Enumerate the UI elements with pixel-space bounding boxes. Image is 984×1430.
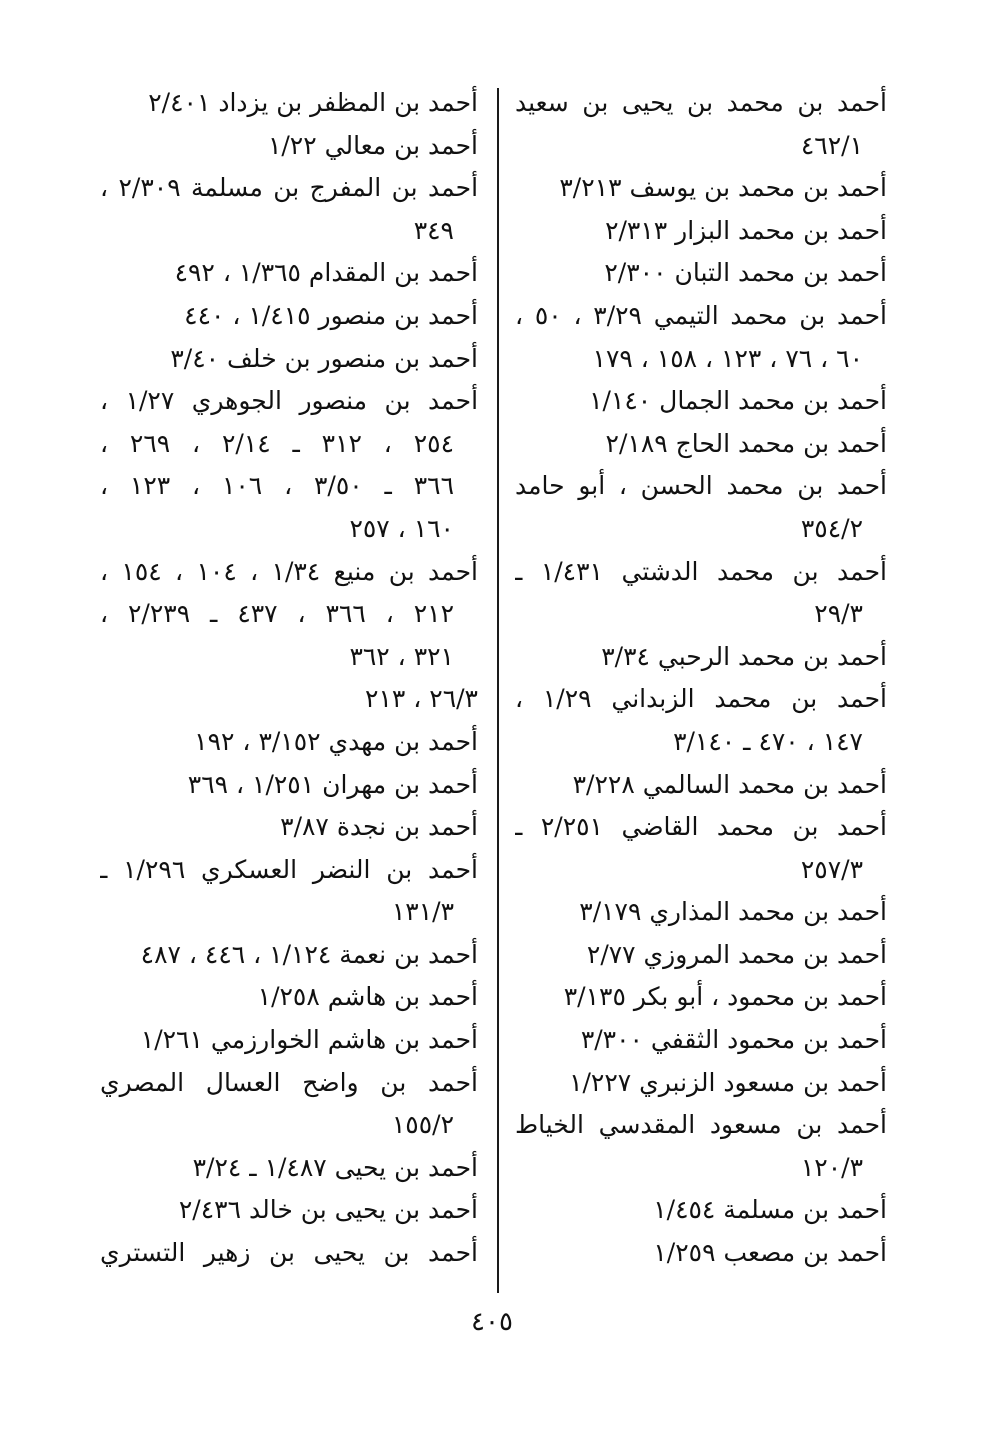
index-entry: أحمد بن يحيى بن زهير التستري	[100, 1238, 478, 1268]
index-entry: أحمد بن المظفر بن يزداد ٢/٤٠١	[148, 88, 478, 117]
index-entry: أحمد بن منصور الجوهري ١/٢٧ ،	[100, 386, 478, 416]
index-entry: أحمد بن محمد الحاج ٢/١٨٩	[605, 428, 887, 458]
index-entry: ٢٦/٣ ، ٢١٣	[365, 684, 478, 714]
index-entry: أحمد بن محمد الرحبي ٣/٣٤	[601, 641, 887, 671]
index-entry: أحمد بن نجدة ٣/٨٧	[280, 812, 478, 842]
index-entry-continuation: ٣٤٩	[413, 215, 454, 245]
index-entry: أحمد بن محمد السالمي ٣/٢٢٨	[572, 769, 887, 799]
page-number: ٤٠٥	[471, 1307, 513, 1337]
index-entry: أحمد بن يحيى بن خالد ٢/٤٣٦	[178, 1195, 478, 1225]
index-entry: أحمد بن محمد بن يوسف ٣/٢١٣	[559, 173, 887, 203]
index-entry: أحمد بن منصور بن خلف ٣/٤٠	[170, 343, 478, 373]
index-entry: أحمد بن محمد التبان ٢/٣٠٠	[604, 258, 887, 288]
index-column-right	[515, 82, 887, 1275]
index-entry: أحمد بن يحيى ١/٤٨٧ ـ ٣/٢٤	[192, 1152, 478, 1182]
index-entry-continuation: ٣٦٦ ـ ٣/٥٠ ، ١٠٦ ، ١٢٣ ،	[100, 471, 455, 501]
index-column-left	[100, 82, 478, 1275]
index-entry: أحمد بن المقدام ١/٣٦٥ ، ٤٩٢	[174, 258, 478, 288]
index-entry-continuation: ٤٦٢/١	[800, 130, 863, 160]
index-entry: أحمد بن نعمة ١/١٢٤ ، ٤٤٦ ، ٤٨٧	[140, 939, 478, 969]
index-entry: أحمد بن مهران ١/٢٥١ ، ٣٦٩	[187, 769, 478, 799]
index-entry-continuation: ٢٩/٣	[814, 599, 863, 629]
index-entry: أحمد بن محمد الحسن ، أبو حامد	[515, 471, 887, 501]
index-entry-continuation: ١٥٥/٢	[391, 1110, 454, 1140]
index-entry: أحمد بن مهدي ٣/١٥٢ ، ١٩٢	[194, 726, 478, 756]
index-entry: أحمد بن محمد القاضي ٢/٢٥١ ـ	[515, 812, 887, 842]
index-entry-continuation: ٣٥٤/٢	[800, 513, 863, 543]
index-entry: أحمد بن هاشم ١/٢٥٨	[257, 982, 478, 1012]
index-entry-continuation: ٢١٢ ، ٣٦٦ ، ٤٣٧ ـ ٢/٢٣٩ ،	[100, 599, 455, 629]
column-divider	[497, 88, 499, 1293]
index-entry: أحمد بن محمود الثقفي ٣/٣٠٠	[580, 1025, 887, 1055]
index-entry-continuation: ١٤٧ ، ٤٧٠ ـ ٣/١٤٠	[673, 726, 863, 756]
index-entry: أحمد بن النضر العسكري ١/٢٩٦ ـ	[100, 854, 478, 884]
index-entry: أحمد بن منيع ١/٣٤ ، ١٠٤ ، ١٥٤ ،	[100, 556, 478, 586]
index-entry-continuation: ٢٥٧/٣	[800, 854, 863, 884]
index-entry: أحمد بن واضح العسال المصري	[100, 1067, 478, 1097]
index-entry: أحمد بن محمد بن يحيى بن سعيد	[515, 88, 887, 117]
index-entry-continuation: ١٣١/٣	[391, 897, 454, 927]
index-entry: أحمد بن المفرج بن مسلمة ٢/٣٠٩ ،	[100, 173, 478, 203]
index-entry: أحمد بن مسلمة ١/٤٥٤	[653, 1195, 887, 1225]
index-entry: أحمد بن مسعود المقدسي الخياط	[515, 1110, 887, 1140]
index-entry-continuation: ٢٥٤ ، ٣١٢ ـ ٢/١٤ ، ٢٦٩ ،	[100, 428, 455, 458]
index-entry: أحمد بن محمد المروزي ٢/٧٧	[586, 939, 887, 969]
index-entry: أحمد بن مسعود الزنبري ١/٢٢٧	[569, 1067, 887, 1097]
index-entry: أحمد بن هاشم الخوارزمي ١/٢٦١	[140, 1025, 478, 1055]
index-entry: أحمد بن مصعب ١/٢٥٩	[653, 1238, 887, 1268]
index-entry-continuation: ٣٢١ ، ٣٦٢	[349, 641, 454, 671]
index-entry-continuation: ١٦٠ ، ٢٥٧	[349, 513, 454, 543]
index-entry-continuation: ٦٠ ، ٧٦ ، ١٢٣ ، ١٥٨ ، ١٧٩	[592, 343, 863, 373]
index-entry: أحمد بن معالي ١/٢٢	[267, 130, 478, 160]
index-entry: أحمد بن محمود ، أبو بكر ٣/١٣٥	[563, 982, 887, 1012]
index-entry: أحمد بن محمد التيمي ٣/٢٩ ، ٥٠ ،	[515, 300, 887, 330]
index-entry: أحمد بن محمد المذاري ٣/١٧٩	[579, 897, 887, 927]
index-entry: أحمد بن محمد الزبداني ١/٢٩ ،	[515, 684, 887, 714]
index-entry: أحمد بن منصور ١/٤١٥ ، ٤٤٠	[184, 300, 478, 330]
index-entry: أحمد بن محمد الدشتي ١/٤٣١ ـ	[515, 556, 887, 586]
index-entry: أحمد بن محمد البزار ٢/٣١٣	[605, 215, 887, 245]
index-entry-continuation: ١٢٠/٣	[800, 1152, 863, 1182]
index-entry: أحمد بن محمد الجمال ١/١٤٠	[589, 386, 887, 416]
